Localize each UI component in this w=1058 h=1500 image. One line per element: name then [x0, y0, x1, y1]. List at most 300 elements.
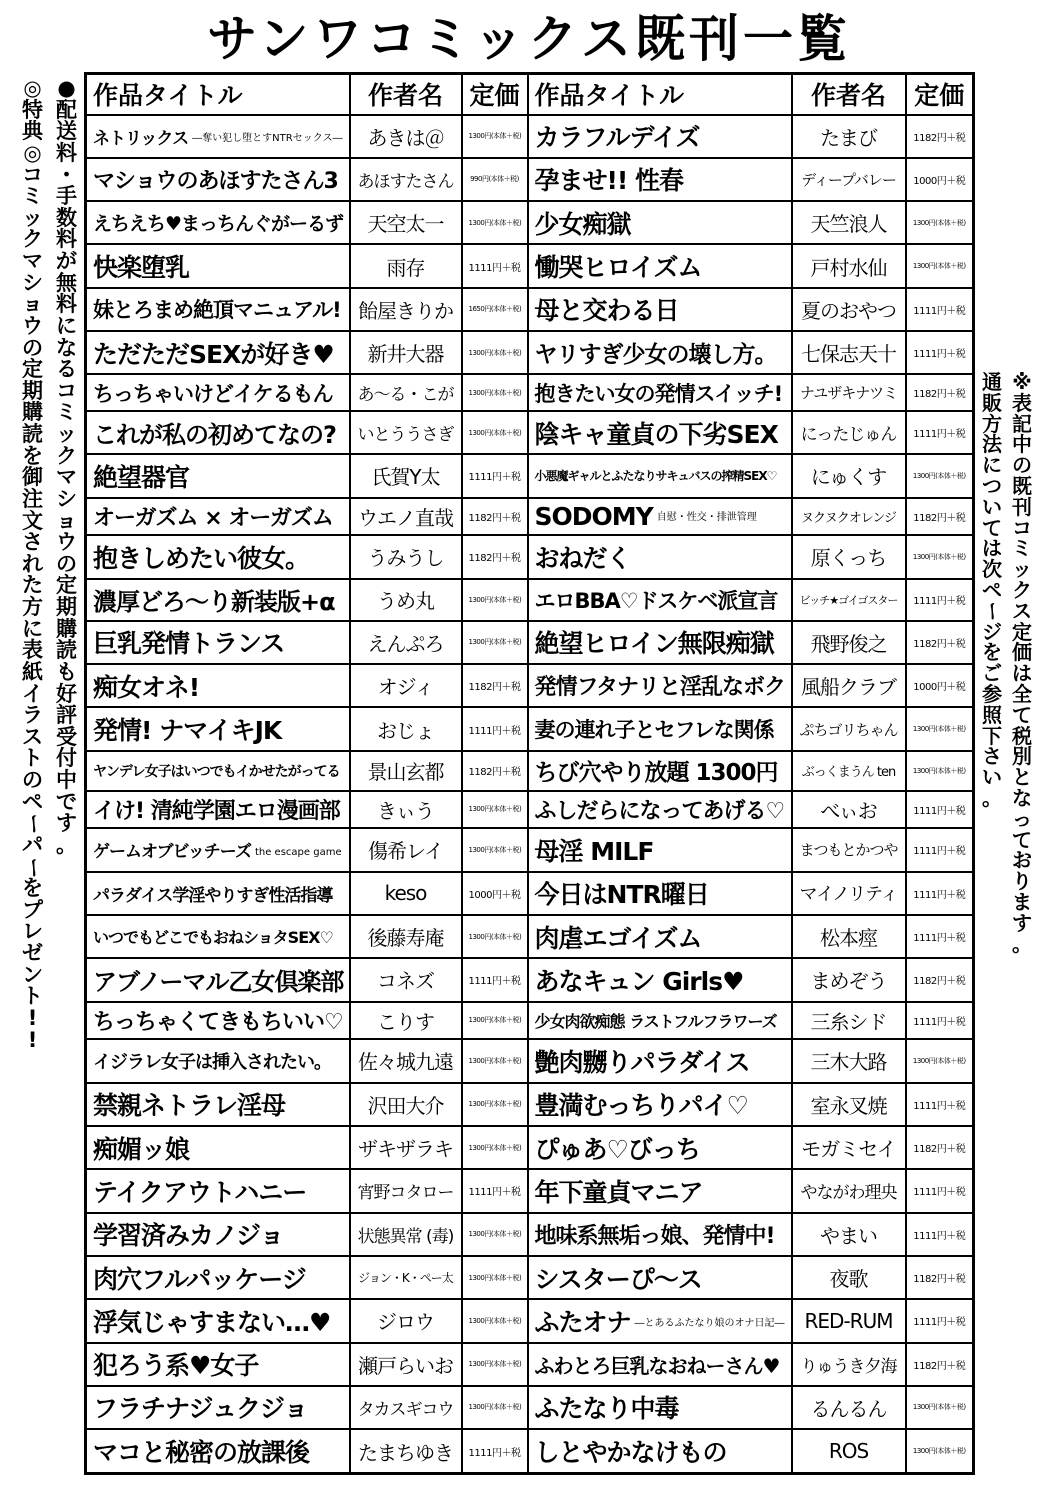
table-row	[86, 201, 974, 244]
price-cell	[462, 1429, 528, 1473]
sidebar-glyph: 刊	[1012, 494, 1032, 519]
title-cell	[528, 411, 792, 454]
price-cell	[906, 1256, 974, 1299]
price-text: 1111円＋税	[913, 889, 966, 901]
sidebar-glyph: 評	[56, 703, 77, 728]
sidebar-glyph: 法	[982, 432, 1002, 457]
sidebar-glyph: い	[982, 765, 1002, 790]
title-cell	[86, 707, 350, 750]
title-cell	[86, 454, 350, 497]
sidebar-glyph: ス	[22, 724, 43, 749]
sidebar-glyph: 税	[1012, 723, 1032, 748]
author-cell	[350, 1256, 462, 1299]
sidebar-glyph: 記	[1012, 411, 1032, 436]
sidebar-glyph: 下	[982, 723, 1002, 748]
title-text: 濃厚どろ〜り新装版+α	[93, 588, 335, 617]
sidebar-glyph: 照	[982, 702, 1002, 727]
sidebar-glyph: 方	[982, 411, 1002, 436]
author-cell	[792, 958, 906, 1001]
sidebar-glyph: ◎	[23, 76, 42, 100]
author-cell	[792, 244, 906, 287]
sidebar-glyph: 方	[22, 595, 43, 619]
title-text: パラダイス学淫やりすぎ性活指導	[93, 885, 333, 906]
title-cell	[86, 1126, 350, 1169]
price-cell	[462, 872, 528, 915]
sidebar-glyph: コ	[22, 162, 43, 187]
title-cell	[86, 828, 350, 871]
sidebar-glyph: 購	[56, 616, 77, 641]
title-cell	[86, 244, 350, 287]
author-cell	[350, 244, 462, 287]
author-cell	[792, 1343, 906, 1386]
author-text: 佐々城九遠	[358, 1050, 453, 1075]
author-text: ジロウ	[377, 1310, 434, 1335]
sidebar-glyph: ー	[21, 813, 46, 835]
title-cell	[86, 1299, 350, 1342]
page-title: サンワコミックス既刊一覧	[207, 10, 851, 68]
title-cell	[86, 331, 350, 374]
title-text: あなキュン Girls♥	[534, 966, 744, 996]
column-header-price: 定価	[906, 74, 974, 115]
title-text: 少女痴獄	[534, 209, 631, 239]
title-text: ぴゅあ♡びっち	[534, 1134, 700, 1164]
price-cell	[462, 1039, 528, 1082]
author-cell	[792, 1169, 906, 1212]
sidebar-glyph: 料	[56, 292, 77, 317]
title-text: 艶肉嬲りパラダイス	[534, 1047, 750, 1077]
sidebar-glyph: !	[27, 1027, 38, 1052]
author-cell	[350, 915, 462, 958]
author-text: 宵野コタロー	[357, 1183, 454, 1204]
price-cell	[906, 872, 974, 915]
sidebar-subscription-note	[56, 78, 77, 857]
title-cell	[86, 621, 350, 664]
author-cell	[350, 1299, 462, 1342]
author-text: おじょ	[377, 718, 434, 743]
title-cell	[528, 1126, 792, 1169]
title-text: 浮気じゃすまない…♥	[93, 1307, 331, 1337]
title-cell	[528, 1083, 792, 1126]
author-cell	[792, 1299, 906, 1342]
sidebar-glyph: ジ	[982, 619, 1002, 644]
title-cell	[528, 915, 792, 958]
title-cell	[86, 1002, 350, 1040]
author-cell	[350, 791, 462, 829]
price-text: 1300円(本体＋税)	[468, 218, 522, 227]
title-cell	[86, 411, 350, 454]
table-row	[86, 1169, 974, 1212]
title-cell	[528, 158, 792, 201]
author-text: にったじゅん	[800, 425, 897, 446]
author-text: ヌクヌクオレンジ	[800, 510, 897, 526]
title-text: ふわとろ巨乳なおねーさん♥	[534, 1353, 780, 1378]
sidebar-glyph: 中	[56, 768, 77, 792]
table-row	[86, 791, 974, 829]
title-cell	[528, 579, 792, 621]
price-text: 1300円(本体＋税)	[468, 805, 522, 814]
title-cell	[86, 1169, 350, 1212]
price-cell	[906, 454, 974, 497]
sidebar-glyph: す	[56, 811, 77, 836]
title-text: ちび穴やり放題 1300円	[534, 760, 778, 787]
author-text: きぃう	[377, 798, 434, 823]
price-cell	[462, 411, 528, 454]
sidebar-glyph: ウ	[56, 530, 77, 555]
price-text: 1650円(本体＋税)	[468, 305, 522, 314]
author-text: 天空太一	[367, 212, 444, 237]
title-text: 禁親ネトラレ淫母	[93, 1091, 286, 1121]
author-text: ROS	[828, 1439, 869, 1464]
price-text: 1182円＋税	[468, 767, 521, 779]
author-cell	[350, 1213, 462, 1256]
author-text: 夜歌	[829, 1267, 868, 1291]
table-row	[86, 751, 974, 791]
author-cell	[350, 454, 462, 497]
price-cell	[906, 411, 974, 454]
price-cell	[906, 1386, 974, 1429]
author-cell	[792, 201, 906, 244]
sidebar-glyph: 既	[1012, 473, 1032, 498]
title-text: 肉虐エゴイズム	[534, 923, 702, 953]
price-cell	[462, 664, 528, 707]
table-row	[86, 1213, 974, 1256]
price-cell	[462, 707, 528, 750]
table-row	[86, 579, 974, 621]
price-cell	[906, 1299, 974, 1342]
author-cell	[350, 1126, 462, 1169]
sidebar-glyph: 注	[22, 486, 43, 511]
sidebar-glyph: 定	[22, 357, 43, 382]
sidebar-glyph: ミ	[22, 184, 43, 209]
author-cell	[792, 579, 906, 621]
sidebar-glyph: れ	[22, 551, 43, 576]
sidebar-glyph: 全	[1012, 681, 1032, 706]
title-cell	[86, 915, 350, 958]
sidebar-glyph: な	[1012, 785, 1032, 810]
price-text: 1300円(本体＋税)	[468, 932, 522, 941]
price-cell	[462, 288, 528, 331]
price-text: 1300円(本体＋税)	[468, 388, 522, 397]
title-text: ふたなり中毒	[534, 1394, 679, 1424]
sidebar-glyph: を	[22, 876, 43, 901]
table-row	[86, 915, 974, 958]
author-text: RED-RUM	[804, 1308, 893, 1333]
author-cell	[792, 664, 906, 707]
author-text: コネズ	[377, 969, 434, 994]
sidebar-glyph: ト	[22, 984, 43, 1009]
title-text: 抱きたい女の発情スイッチ!	[534, 381, 783, 406]
title-text: 絶望ヒロイン無限痴獄	[534, 629, 774, 659]
author-text: 後藤寿庵	[367, 926, 444, 951]
sidebar-glyph: ウ	[22, 313, 43, 338]
title-cell	[86, 1083, 350, 1126]
price-text: 1111円＋税	[913, 1230, 966, 1242]
author-text: オジィ	[377, 675, 434, 700]
sidebar-glyph: ク	[1012, 577, 1032, 602]
title-cell	[528, 1386, 792, 1429]
price-cell	[906, 374, 974, 410]
price-text: 1182円＋税	[913, 976, 966, 988]
sidebar-glyph: !	[27, 1005, 38, 1030]
price-text: 1111円＋税	[913, 349, 966, 361]
price-cell	[462, 791, 528, 829]
sidebar-glyph: ※	[1012, 370, 1032, 394]
table-row	[86, 1002, 974, 1040]
price-text: 1300円(本体＋税)	[468, 1056, 522, 1065]
title-cell	[86, 535, 350, 578]
author-cell	[792, 791, 906, 829]
subtitle-text: 自慰・性交・排泄管理	[656, 512, 757, 524]
title-cell	[528, 288, 792, 331]
title-text: ヤンデレ女子はいつでもイかせたがってる	[93, 763, 340, 780]
author-text: 風船クラブ	[801, 675, 896, 700]
title-text: 豊満むっちりパイ♡	[534, 1091, 748, 1121]
price-cell	[462, 1169, 528, 1212]
price-text: 1111円＋税	[913, 429, 966, 441]
price-text: 1111円＋税	[468, 1447, 521, 1459]
title-cell	[528, 535, 792, 578]
author-cell	[350, 1429, 462, 1473]
title-text: 絶望器官	[93, 462, 190, 492]
author-cell	[792, 535, 906, 578]
sidebar-glyph: シ	[22, 270, 43, 295]
sidebar-glyph: ッ	[1012, 557, 1032, 582]
price-text: 1111円＋税	[468, 262, 521, 274]
price-cell	[906, 498, 974, 536]
price-text: 1182円＋税	[913, 1274, 966, 1285]
title-cell	[86, 158, 350, 201]
price-cell	[906, 1039, 974, 1082]
price-text: 1111円＋税	[913, 1100, 966, 1112]
sidebar-glyph: マ	[56, 465, 77, 490]
price-cell	[906, 751, 974, 791]
author-cell	[350, 158, 462, 201]
price-text: 1300円(本体＋税)	[912, 1056, 966, 1065]
author-text: やまい	[820, 1223, 877, 1248]
title-cell	[528, 1256, 792, 1299]
title-cell	[86, 1256, 350, 1299]
author-cell	[792, 1002, 906, 1040]
title-text: これが私の初めてなの?	[93, 421, 336, 450]
title-text: マコと秘密の放課後	[93, 1438, 310, 1468]
sidebar-glyph: ゼ	[22, 941, 43, 965]
price-text: 1111円＋税	[913, 805, 966, 817]
author-text: 景山玄都	[367, 760, 444, 785]
table-row	[86, 1083, 974, 1126]
sidebar-glyph: る	[56, 357, 77, 382]
price-text: 1182円＋税	[913, 132, 966, 144]
author-text: ウエノ直哉	[358, 505, 453, 530]
title-cell	[528, 621, 792, 664]
sidebar-glyph: 好	[56, 681, 77, 706]
author-cell	[792, 115, 906, 158]
table-row	[86, 1039, 974, 1082]
price-cell	[906, 1083, 974, 1126]
title-text: 肉穴フルパッケージ	[93, 1264, 306, 1294]
title-cell	[86, 374, 350, 410]
sidebar-glyph: と	[1012, 765, 1032, 790]
sidebar-glyph: さ	[982, 744, 1002, 769]
author-text: えんぷろ	[367, 631, 444, 656]
title-cell	[528, 751, 792, 791]
sidebar-glyph: の	[22, 335, 43, 360]
price-cell	[462, 158, 528, 201]
sidebar-glyph: に	[22, 616, 43, 641]
author-text: まめぞう	[810, 969, 887, 994]
price-text: 1300円(本体＋税)	[468, 348, 522, 357]
author-cell	[350, 115, 462, 158]
author-cell	[350, 1083, 462, 1126]
sidebar-glyph: が	[56, 249, 77, 273]
title-text: 学習済みカノジョ	[93, 1221, 284, 1251]
title-text: アブノーマル乙女倶楽部	[93, 968, 344, 997]
title-text: 痴女オネ!	[93, 672, 200, 702]
price-cell	[462, 915, 528, 958]
author-text: 傷希レイ	[368, 839, 443, 864]
author-text: あきは＠	[367, 125, 444, 150]
sidebar-glyph: ク	[56, 443, 77, 468]
author-cell	[792, 1083, 906, 1126]
sidebar-glyph: に	[56, 313, 77, 338]
price-text: 1300円(本体＋税)	[912, 1403, 966, 1412]
author-text: ディープバレー	[801, 170, 896, 189]
author-text: にゅくす	[810, 465, 887, 490]
sidebar-glyph: シ	[56, 486, 77, 511]
price-cell	[462, 1126, 528, 1169]
price-cell	[462, 374, 528, 410]
price-text: 1300円(本体＋税)	[468, 845, 522, 854]
author-text: 三糸シド	[810, 1009, 887, 1034]
price-cell	[906, 1213, 974, 1256]
title-cell	[86, 872, 350, 915]
price-cell	[906, 958, 974, 1001]
title-text: 妹とろまめ絶頂マニュアル!	[93, 298, 341, 323]
title-text: 小悪魔ギャルとふたなりサキュバスの搾精SEX♡	[534, 469, 777, 484]
price-text: 1111円＋税	[468, 1187, 521, 1199]
price-text: 1111円＋税	[468, 472, 521, 484]
price-cell	[462, 621, 528, 664]
sidebar-glyph: お	[1012, 848, 1032, 873]
title-text: フラチナジュクジョ	[93, 1394, 308, 1424]
title-cell	[528, 664, 792, 707]
price-text: 1000円＋税	[913, 682, 966, 694]
author-cell	[792, 411, 906, 454]
table-row	[86, 374, 974, 410]
title-text: ふたオナ	[534, 1307, 631, 1337]
sidebar-glyph: 定	[56, 573, 77, 598]
title-text: カラフルデイズ	[534, 123, 700, 153]
sidebar-glyph: 参	[982, 681, 1002, 706]
sidebar-glyph: 数	[56, 205, 77, 230]
sidebar-glyph: ミ	[56, 400, 77, 425]
author-text: 飴屋きりか	[358, 298, 453, 323]
price-cell	[462, 1299, 528, 1342]
author-text: ぶっくまうん ten	[801, 765, 896, 781]
table-row	[86, 535, 974, 578]
author-cell	[792, 707, 906, 750]
sidebar-glyph: 購	[22, 400, 43, 425]
author-text: りゅうき夕海	[800, 1356, 897, 1377]
author-cell	[792, 1039, 906, 1082]
sidebar-glyph: は	[982, 536, 1002, 561]
author-text: うみうし	[367, 546, 444, 571]
title-cell	[528, 1429, 792, 1473]
author-cell	[350, 828, 462, 871]
price-cell	[906, 664, 974, 707]
sidebar-glyph: ー	[980, 601, 1005, 622]
author-cell	[350, 201, 462, 244]
author-text: 氏賀Y太	[371, 465, 440, 490]
author-text: 雨存	[386, 255, 425, 280]
sidebar-glyph: で	[56, 789, 77, 814]
sidebar-glyph: パ	[22, 832, 43, 857]
title-cell	[86, 751, 350, 791]
price-text: 1000円＋税	[913, 175, 966, 187]
price-cell	[906, 331, 974, 374]
title-text: 孕ませ!! 性春	[534, 166, 684, 196]
author-text: 原くっち	[810, 546, 887, 571]
title-text: しとやかなけもの	[534, 1438, 727, 1468]
title-cell	[528, 1039, 792, 1082]
sidebar-glyph: 期	[56, 595, 77, 619]
author-cell	[350, 1343, 462, 1386]
author-cell	[350, 1002, 462, 1040]
title-text: オーガズム × オーガズム	[93, 505, 333, 531]
author-text: 松本痙	[820, 926, 877, 951]
sidebar-glyph: 。	[1012, 931, 1032, 956]
title-cell	[528, 707, 792, 750]
author-cell	[350, 664, 462, 707]
sidebar-glyph: 受	[56, 724, 77, 749]
title-text: おねだく	[534, 543, 631, 573]
title-text: イけ! 清純学園エロ漫画部	[93, 798, 340, 824]
table-row	[86, 1343, 974, 1386]
price-text: 1111円＋税	[913, 596, 966, 608]
sidebar-glyph: ョ	[22, 292, 43, 317]
sidebar-glyph: 。	[56, 832, 77, 857]
title-text: 痴媚ッ娘	[93, 1134, 190, 1164]
author-text: keso	[384, 881, 427, 906]
title-cell	[86, 498, 350, 536]
price-cell	[906, 915, 974, 958]
table-row	[86, 288, 974, 331]
price-text: 1182円＋税	[913, 1144, 966, 1156]
price-cell	[906, 201, 974, 244]
title-text: 発情! ナマイキJK	[93, 716, 282, 746]
price-text: 1111円＋税	[913, 933, 966, 945]
title-text: いつでもどこでもおねショタSEX♡	[93, 928, 333, 948]
price-text: 1182円＋税	[913, 1360, 966, 1372]
title-cell	[86, 1343, 350, 1386]
sidebar-glyph: ョ	[56, 508, 77, 533]
sidebar-glyph: 付	[56, 746, 77, 771]
table-row	[86, 411, 974, 454]
sidebar-glyph: に	[982, 453, 1002, 478]
title-text: マショウのあほすたさん3	[93, 168, 338, 194]
price-cell	[462, 454, 528, 497]
author-text: 瀬戸らいお	[358, 1353, 453, 1378]
sidebar-glyph: て	[982, 515, 1002, 540]
price-cell	[462, 1213, 528, 1256]
title-cell	[86, 115, 350, 158]
price-text: 1300円(本体＋税)	[468, 1100, 522, 1109]
table-row	[86, 158, 974, 201]
title-text: ふしだらになってあげる♡	[534, 798, 785, 824]
title-text: 地味系無垢っ娘、発情中!	[534, 1223, 775, 1249]
title-text: 慟哭ヒロイズム	[534, 253, 702, 283]
title-text: エロBBA♡ドスケベ派宣言	[534, 588, 778, 613]
sidebar-glyph: 価	[1012, 640, 1032, 665]
